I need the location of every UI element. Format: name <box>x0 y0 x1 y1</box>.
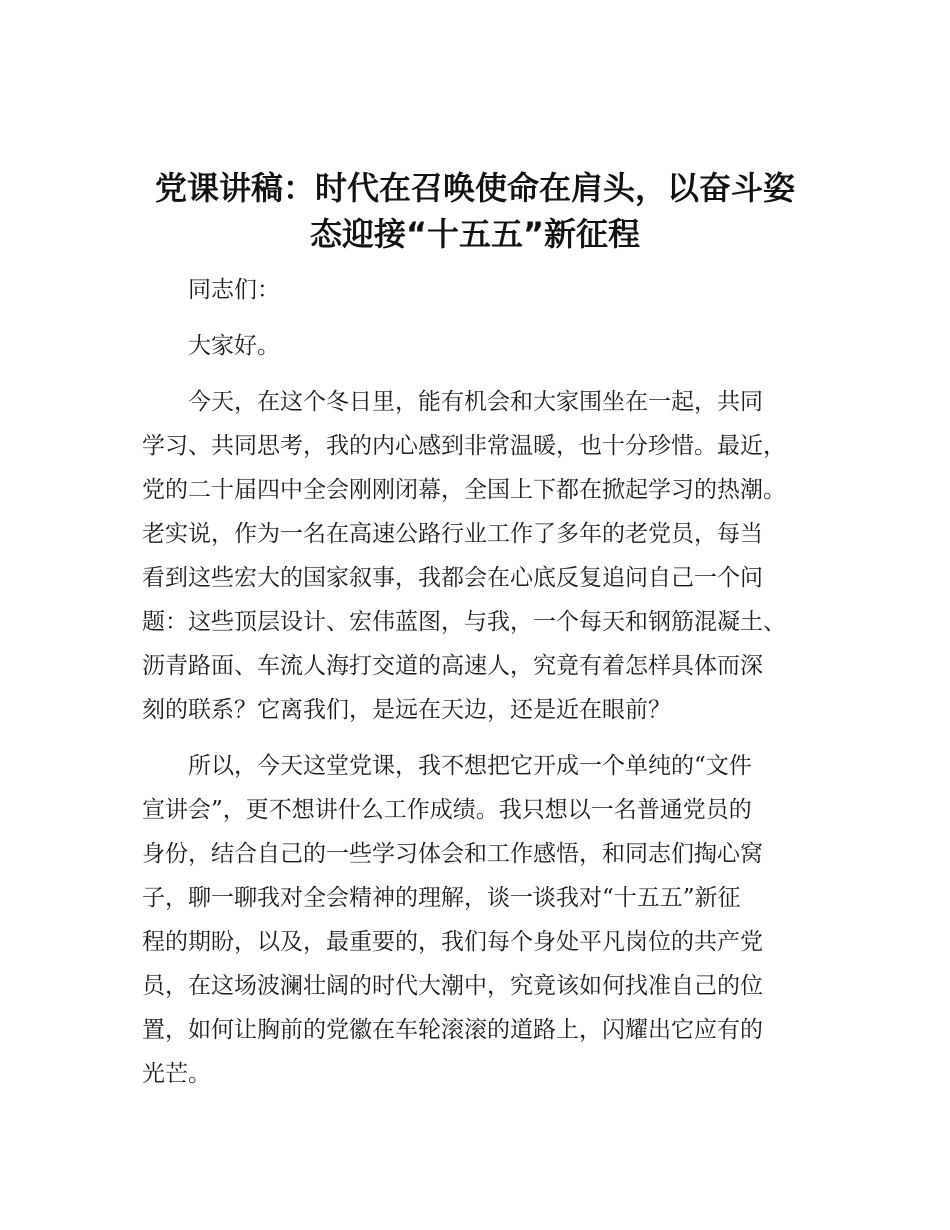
paragraph-1-line: 老实说，作为一名在高速公路行业工作了多年的老党员，每当 <box>142 521 763 547</box>
salutation-text: 同志们： <box>188 277 280 303</box>
paragraph-2-line: 所以，今天这堂党课，我不想把它开成一个单纯的“文件 <box>188 753 752 779</box>
paragraph-1-line: 今天，在这个冬日里，能有机会和大家围坐在一起，共同 <box>188 389 763 415</box>
paragraph-1-line: 刻的联系？它离我们，是远在天边，还是近在眼前？ <box>142 697 671 723</box>
greeting <box>142 324 812 368</box>
title-line-1: 党课讲稿：时代在召唤使命在肩头，以奋斗姿 <box>154 169 795 207</box>
paragraph-2-line: 子，聊一聊我对全会精神的理解，谈一谈我对“十五五”新征 <box>142 885 741 911</box>
paragraph-2-line: 宣讲会”，更不想讲什么工作成绩。我只想以一名普通党员的 <box>142 797 752 823</box>
paragraph-2-line: 光芒。 <box>142 1061 211 1087</box>
paragraph-1-line: 看到这些宏大的国家叙事，我都会在心底反复追问自己一个问 <box>142 565 763 591</box>
paragraph-2-line: 员，在这场波澜壮阔的时代大潮中，究竟该如何找准自己的位 <box>142 973 763 999</box>
document-title <box>120 165 830 257</box>
greeting-text: 大家好。 <box>188 333 280 359</box>
paragraph-1 <box>142 380 812 732</box>
paragraph-2-line: 置，如何让胸前的党徽在车轮滚滚的道路上，闪耀出它应有的 <box>142 1017 763 1043</box>
title-line-2: 态迎接“十五五”新征程 <box>309 215 641 253</box>
paragraph-2 <box>142 744 812 1096</box>
paragraph-1-line: 学习、共同思考，我的内心感到非常温暖，也十分珍惜。最近， <box>142 433 786 459</box>
paragraph-1-line: 党的二十届四中全会刚刚闭幕，全国上下都在掀起学习的热潮。 <box>142 477 786 503</box>
paragraph-2-line: 程的期盼，以及，最重要的，我们每个身处平凡岗位的共产党 <box>142 929 763 955</box>
salutation <box>142 268 812 312</box>
paragraph-1-line: 沥青路面、车流人海打交道的高速人，究竟有着怎样具体而深 <box>142 653 763 679</box>
paragraph-2-line: 身份，结合自己的一些学习体会和工作感悟，和同志们掏心窝 <box>142 841 763 867</box>
paragraph-1-line: 题：这些顶层设计、宏伟蓝图，与我，一个每天和钢筋混凝土、 <box>142 609 786 635</box>
document-body <box>142 268 812 1096</box>
